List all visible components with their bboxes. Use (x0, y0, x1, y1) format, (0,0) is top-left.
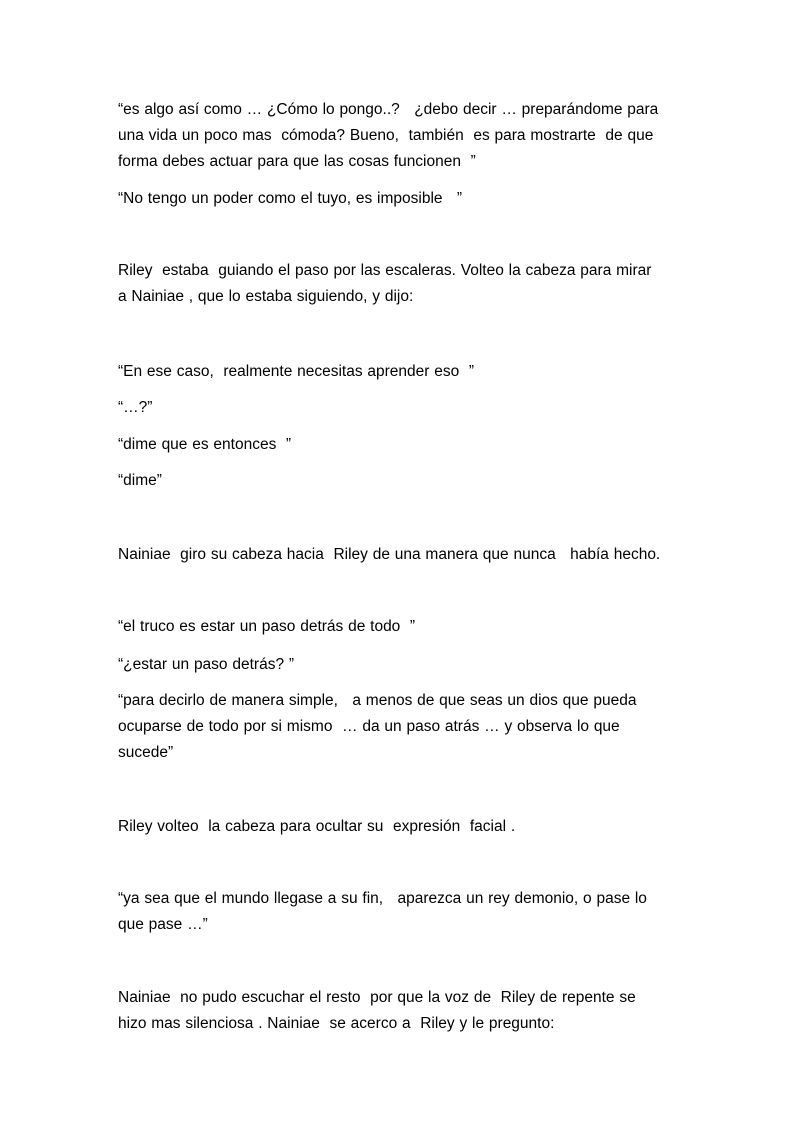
paragraph-5: “…?” (118, 399, 153, 416)
paragraph-12: Riley volteo la cabeza para ocultar su expresión facial . (118, 818, 516, 835)
paragraph-4: “En ese caso, realmente necesitas aprender eso ” (118, 363, 475, 380)
paragraph-7: “dime” (118, 472, 162, 489)
paragraph-14: Nainiae no pudo escuchar el resto por que la voz de Riley de repente se hizo mas silenciosa . Nainiae se acerco a Riley y le pregunto: (118, 989, 636, 1032)
paragraph-1: “es algo así como … ¿Cómo lo pongo..? ¿debo decir … preparándome para una vida un poco mas cómoda? Bueno, también es para mostrarte de que forma debes actuar para que las cosas funcionen ” (118, 101, 659, 170)
paragraph-8: Nainiae giro su cabeza hacia Riley de una manera que nunca había hecho. (118, 546, 661, 563)
paragraph-3: Riley estaba guiando el paso por las escaleras. Volteo la cabeza para mirar a Nainiae , que lo estaba siguiendo, y dijo: (118, 262, 652, 305)
paragraph-2: “No tengo un poder como el tuyo, es imposible ” (118, 190, 463, 207)
paragraph-6: “dime que es entonces ” (118, 436, 292, 453)
paragraph-9: “el truco es estar un paso detrás de todo ” (118, 618, 416, 635)
paragraph-10: “¿estar un paso detrás? ” (118, 656, 295, 673)
paragraph-13: “ya sea que el mundo llegase a su fin, aparezca un rey demonio, o pase lo que pase …” (118, 890, 647, 933)
paragraph-11: “para decirlo de manera simple, a menos de que seas un dios que pueda ocuparse de todo por si mismo … da un paso atrás … y observa lo que sucede” (118, 692, 637, 761)
